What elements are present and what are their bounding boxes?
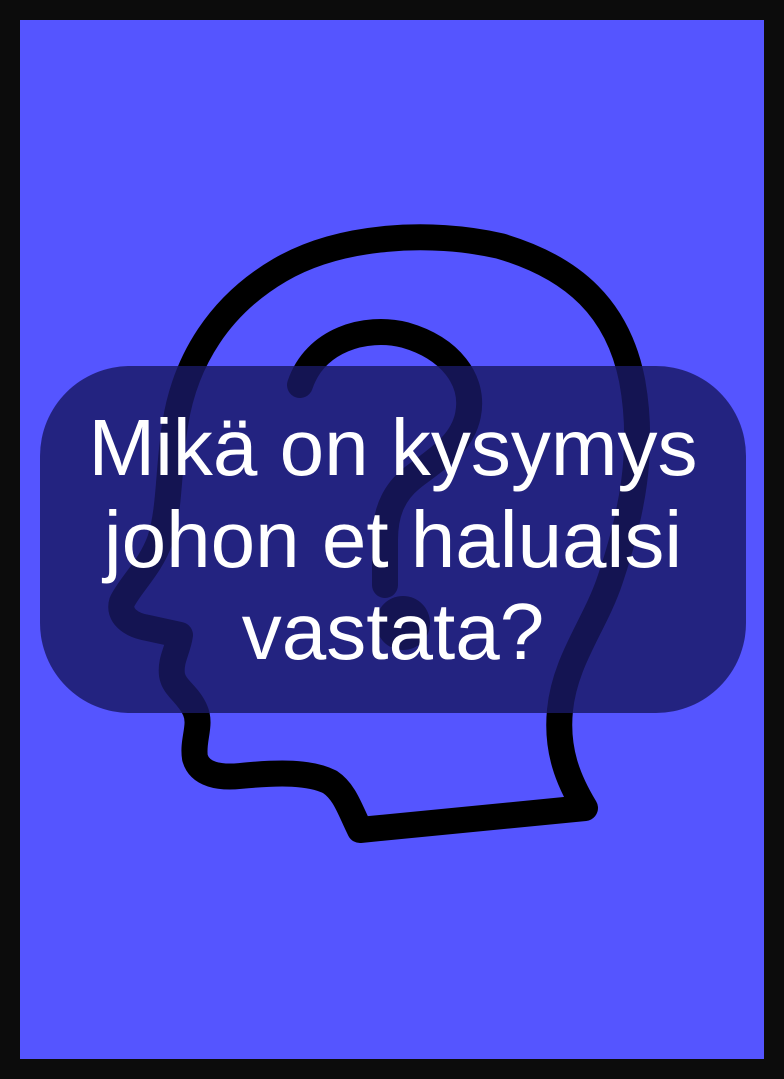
- card-panel: [20, 20, 764, 1059]
- question-text: Mikä on kysymys johon et haluaisi vastata?: [88, 403, 698, 676]
